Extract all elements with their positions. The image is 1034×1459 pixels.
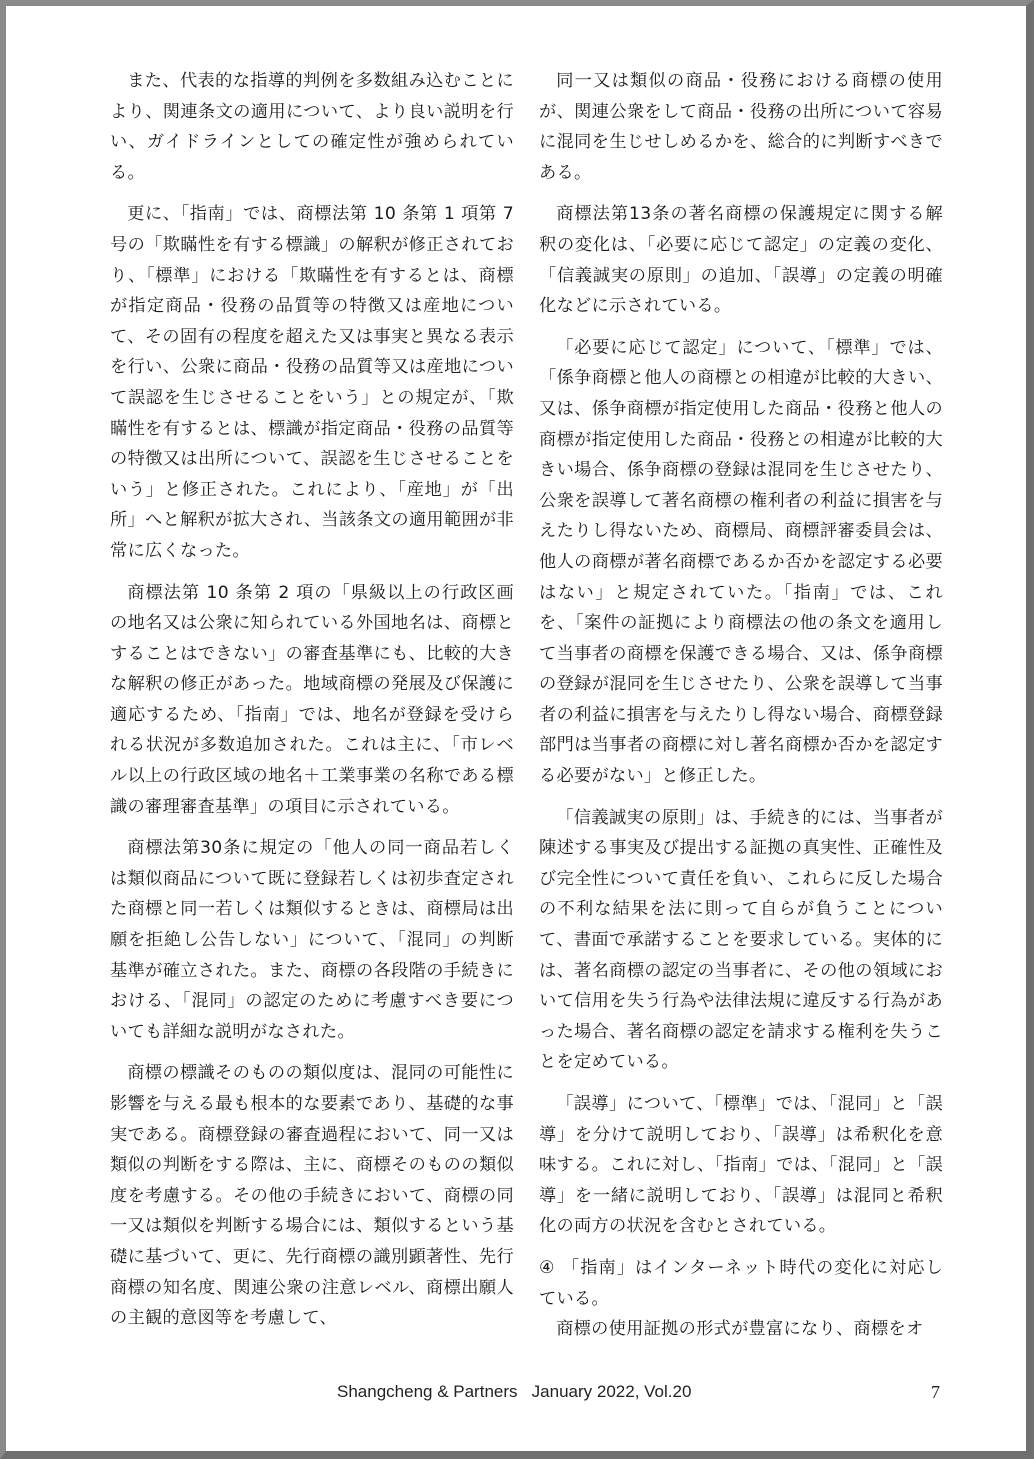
left-column [110,66,514,1334]
paragraph: 「信義誠実の原則」は、手続き的には、当事者が陳述する事実及び提出する証拠の真実性、正確性及び完全性について責任を負い、これらに反した場合の不利な結果を法に則って自らが負うことについて、書面で承諾することを要求している。実体的には、著名商標の認定の当事者に、その他の領域において信用を失う行為や法律法規に違反する行為があった場合、著名商標の認定を請求する権利を失うことを定めている。 [539,807,943,1073]
paragraph: 商標法第13条の著名商標の保護規定に関する解釈の変化は、「必要に応じて認定」の定義の変化、「信義誠実の原則」の追加、「誤導」の定義の明確化などに示されている。 [539,204,943,317]
paragraph: 商標法第 10 条第 2 項の「県級以上の行政区画の地名又は公衆に知られている外国地名は、商標とすることはできない」の審査基準にも、比較的大きな解釈の修正があった。地域商標の発展及び保護に適応するため、「指南」では、地名が登録を受けられる状況が多数追加された。これは主に、「市レベル以上の行政区域の地名＋工業事業の名称である標識の審理審査基準」の項目に示されている。 [110,582,514,817]
paragraph: 商標の使用証拠の形式が豊富になり、商標をオ [556,1319,924,1340]
paragraph: 商標の標識そのものの類似度は、混同の可能性に影響を与える最も根本的な要素であり、基礎的な事実である。商標登録の審査過程において、同一又は類似の判断をする際は、主に、商標そのものの類似度を考慮する。その他の手続きにおいて、商標の同一又は類似を判断する場合には、類似するという基礎に基づいて、更に、先行商標の識別顕著性、先行商標の知名度、関連公衆の注意レベル、商標出願人の主観的意図等を考慮して、 [110,1063,514,1329]
page-number: 7 [931,1382,940,1402]
paragraph: 「必要に応じて認定」について、「標準」では、「係争商標と他人の商標との相違が比較的大きい、又は、係争商標が指定使用した商品・役務と他人の商標が指定使用した商品・役務との相違が比較的大きい場合、係争商標の登録は混同を生じさせたり、公衆を誤導して著名商標の権利者の利益に損害を与えたりし得ないため、商標局、商標評審委員会は、他人の商標が著名商標であるか否かを認定する必要はない」と規定されていた。「指南」では、これを、「案件の証拠により商標法の他の条文を適用して当事者の商標を保護できる場合、又は、係争商標の登録が混同を生じさせたり、公衆を誤導して当事者の利益に損害を与えたりし得ない場合、商標登録部門は当事者の商標に対し著名商標か否かを認定する必要がない」と修正した。 [539,337,943,787]
paragraph: 同一又は類似の商品・役務における商標の使用が、関連公衆をして商品・役務の出所について容易に混同を生じせしめるかを、総合的に判断すべきである。 [539,71,943,183]
paragraph: 「誤導」について、「標準」では、「混同」と「誤導」を分けて説明しており、「誤導」は希釈化を意味する。これに対し、「指南」では、「混同」と「誤導」を一緒に説明しており、「誤導」は混同と希釈化の両方の状況を含むとされている。 [539,1094,943,1237]
paragraph: 商標法第30条に規定の「他人の同一商品若しくは類似商品について既に登録若しくは初歩査定された商標と同一若しくは類似するときは、商標局は出願を拒絶し公告しない」について、「混同」の判断基準が確立された。また、商標の各段階の手続きにおける、「混同」の認定のために考慮すべき要についても詳細な説明がなされた。 [110,838,514,1042]
right-column [539,66,943,1345]
footer-publication: Shangcheng & Partners January 2022, Vol.20 [337,1382,692,1401]
paragraph: また、代表的な指導的判例を多数組み込むことにより、関連条文の適用について、より良い説明を行い、ガイドラインとしての確定性が強められている。 [110,71,514,183]
section-heading: ④ 「指南」はインターネット時代の変化に対応している。 [539,1257,943,1309]
paragraph: 更に、「指南」では、商標法第 10 条第 1 項第 7 号の「欺瞞性を有する標識」の解釈が修正されており、「標準」における「欺瞞性を有するとは、商標が指定商品・役務の品質等の特徴又は産地について、その固有の程度を超えた又は事実と異なる表示を行い、公衆に商品・役務の品質等又は産地について誤認を生じさせることをいう」との規定が、「欺瞞性を有するとは、標識が指定商品・役務の品質等の特徴又は出所について、誤認を生じさせることをいう」と修正された。これにより、「産地」が「出所」へと解釈が拡大され、当該条文の適用範囲が非常に広くなった。 [110,204,514,561]
